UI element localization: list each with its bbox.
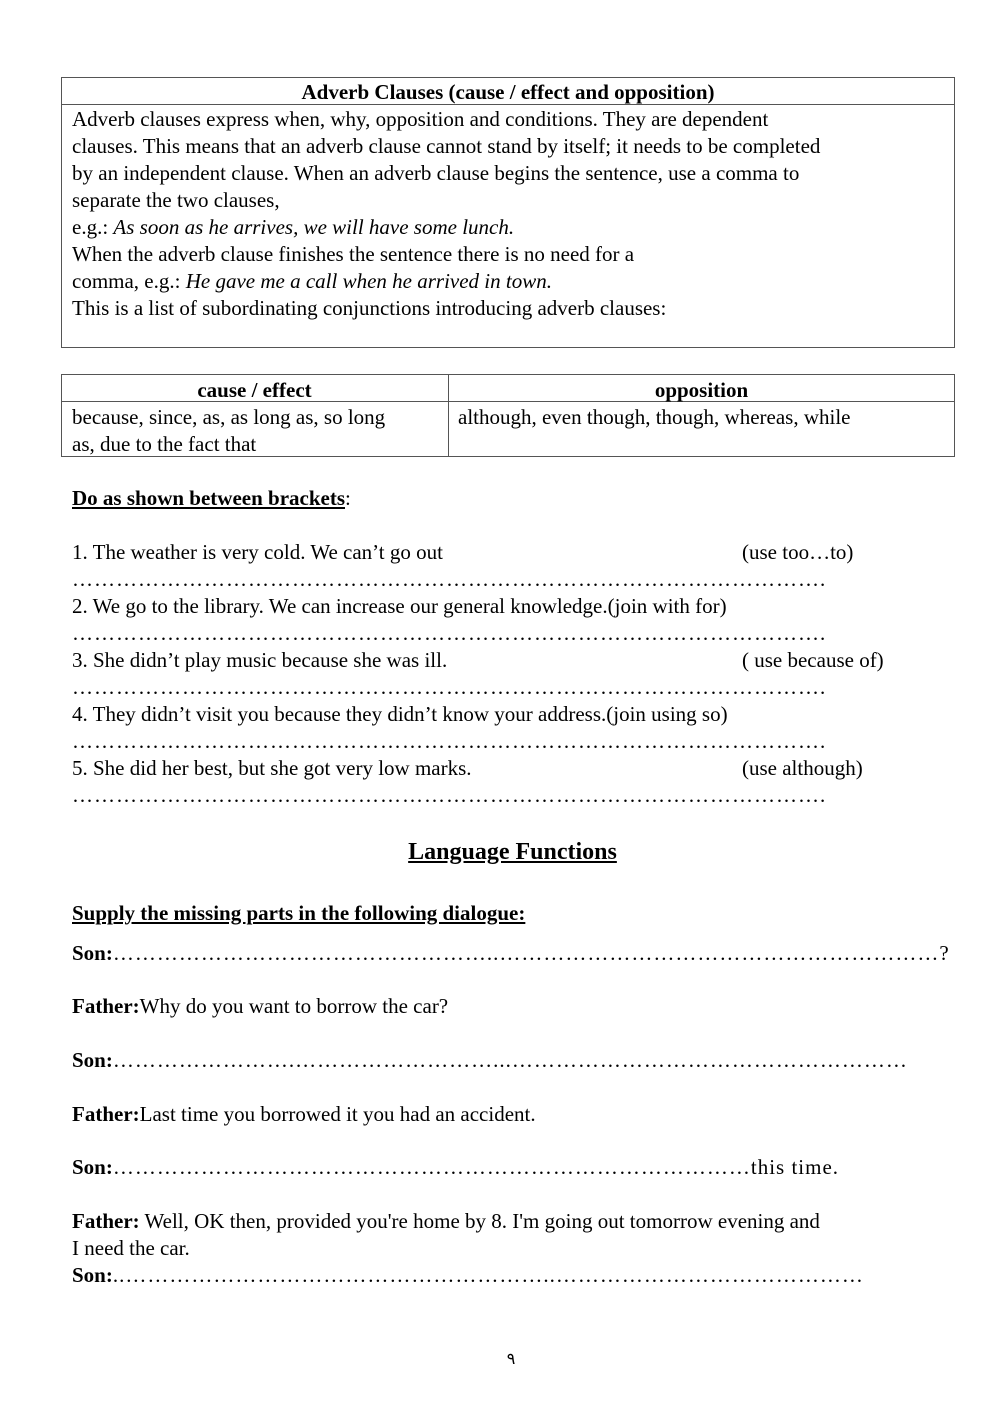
blank[interactable]: ……………………………………………………………………………this time.	[112, 1155, 840, 1179]
blank[interactable]: ……………………………………………..……………………………………………………?	[112, 941, 950, 965]
exercise-item: 3. She didn’t play music because she was ill.	[72, 648, 448, 672]
speaker: Father:	[72, 1209, 140, 1233]
intro-title: Adverb Clauses (cause / effect and opposition)	[301, 80, 715, 104]
dialogue-line	[72, 993, 448, 1020]
dialogue-line[interactable]	[72, 940, 950, 967]
speaker: Son:	[72, 941, 113, 965]
heading-colon: :	[345, 486, 351, 510]
intro-line: clauses. This means that an adverb clause cannot stand by itself; it needs to be completed	[72, 134, 821, 158]
exercise-hint: ( use because of)	[742, 648, 884, 672]
line-text: Why do you want to borrow the car?	[139, 994, 449, 1018]
speaker: Son:	[72, 1048, 113, 1072]
dialogue-line[interactable]	[72, 1154, 839, 1181]
intro-line: by an independent clause. When an adverb clause begins the sentence, use a comma to	[72, 161, 800, 185]
exercise-item: 4. They didn’t visit you because they didn’t know your address.(join using so)	[72, 702, 728, 726]
answer-line[interactable]: ………………………………………………………………………………………….	[72, 567, 827, 591]
dialogue-line[interactable]	[72, 1047, 908, 1074]
speaker: Father:	[72, 994, 140, 1018]
answer-line[interactable]: ………………………………………………………………………………………….	[72, 783, 827, 807]
dialogue-line: I need the car.	[72, 1236, 190, 1260]
example-sentence: He gave me a call when he arrived in town.	[185, 269, 552, 293]
speaker: Son:	[72, 1263, 113, 1287]
section-title: Language Functions	[408, 839, 617, 865]
intro-line: Adverb clauses express when, why, opposition and conditions. They are dependent	[72, 107, 769, 131]
page-number: ٩	[506, 1351, 516, 1368]
line-text: Well, OK then, provided you're home by 8. I'm going out tomorrow evening and	[139, 1209, 820, 1233]
exercise-item: 1. The weather is very cold. We can’t go out	[72, 540, 443, 564]
speaker: Father:	[72, 1102, 140, 1126]
blank[interactable]: …………………….………………………...………………………………………………	[112, 1048, 908, 1072]
answer-line[interactable]: ………………………………………………………………………………………….	[72, 621, 827, 645]
cause-cell-line: as, due to the fact that	[72, 432, 257, 456]
intro-line: separate the two clauses,	[72, 188, 280, 212]
example-sentence: As soon as he arrives, we will have some lunch.	[113, 215, 515, 239]
example-line	[72, 268, 552, 295]
cause-cell-line: because, since, as, as long as, so long	[72, 405, 386, 429]
speaker: Son:	[72, 1155, 113, 1179]
exercise-hint: (use although)	[742, 756, 863, 780]
intro-line: This is a list of subordinating conjunctions introducing adverb clauses:	[72, 296, 667, 320]
exercise-item: 5. She did her best, but she got very low marks.	[72, 756, 472, 780]
eg-prefix: comma, e.g.:	[72, 269, 186, 293]
exercise-heading	[72, 485, 351, 512]
answer-line[interactable]: ………………………………………………………………………………………….	[72, 675, 827, 699]
line-text: Last time you borrowed it you had an accident.	[139, 1102, 536, 1126]
dialogue-instruction: Supply the missing parts in the following dialogue:	[72, 901, 526, 925]
exercise-item: 2. We go to the library. We can increase our general knowledge.(join with for)	[72, 594, 727, 618]
dialogue-line	[72, 1208, 820, 1235]
example-line	[72, 214, 514, 241]
header-cause-effect: cause / effect	[197, 378, 312, 402]
opposition-cell: although, even though, though, whereas, while	[458, 405, 851, 429]
dialogue-line	[72, 1101, 536, 1128]
eg-prefix: e.g.:	[72, 215, 114, 239]
blank[interactable]: ..…………………………………………………..……………………………………	[112, 1263, 864, 1287]
dialogue-line[interactable]	[72, 1262, 864, 1289]
header-opposition: opposition	[654, 378, 749, 402]
heading-text: Do as shown between brackets	[72, 486, 345, 510]
answer-line[interactable]: ………………………………………………………………………………………….	[72, 729, 827, 753]
intro-line: When the adverb clause finishes the sentence there is no need for a	[72, 242, 635, 266]
exercise-hint: (use too…to)	[742, 540, 854, 564]
